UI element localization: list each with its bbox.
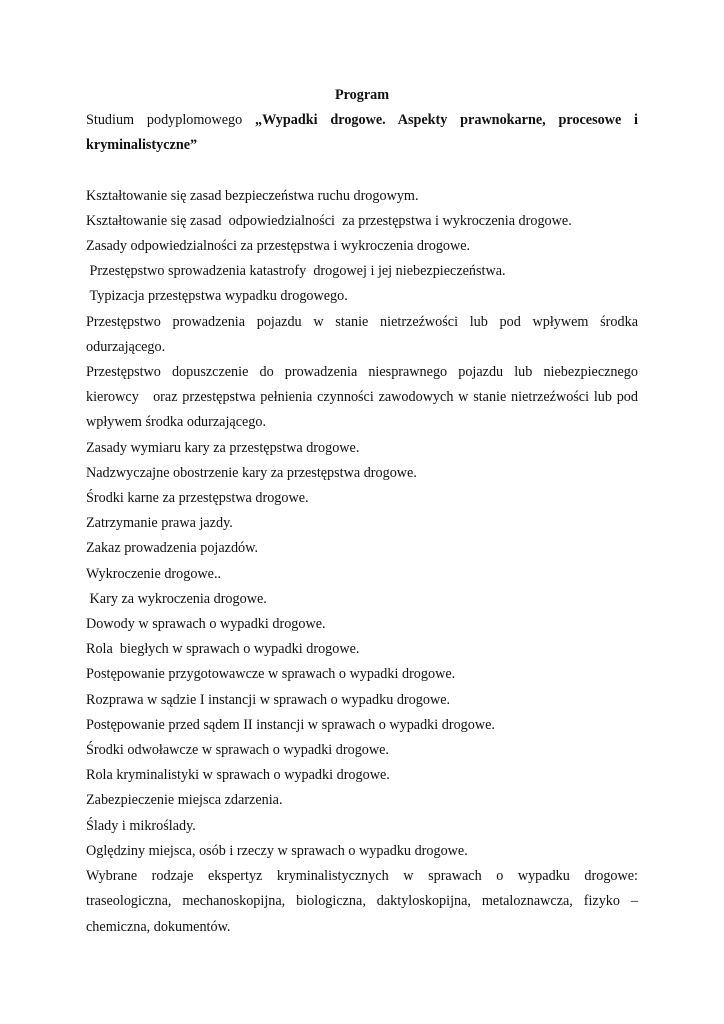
topic-item: Dowody w sprawach o wypadki drogowe.: [86, 616, 326, 633]
topic-item: Środki odwoławcze w sprawach o wypadki drogowe.: [86, 742, 389, 759]
topic-item: Nadzwyczajne obostrzenie kary za przestępstwa drogowe.: [86, 464, 417, 481]
topic-item: Przestępstwo prowadzenia pojazdu w stanie nietrzeźwości lub pod wpływem środka odurzającego.: [86, 313, 642, 355]
subtitle-course-name: „Wypadki drogowe. Aspekty prawnokarne, procesowe i kryminalistyczne”: [86, 112, 638, 154]
topic-item: Postępowanie przygotowawcze w sprawach o wypadki drogowe.: [86, 666, 456, 683]
topic-item: Oględziny miejsca, osób i rzeczy w sprawach o wypadku drogowe.: [86, 842, 468, 859]
topic-item: Rozprawa w sądzie I instancji w sprawach o wypadku drogowe.: [86, 691, 451, 708]
topic-item: Wybrane rodzaje ekspertyz kryminalistycznych w sprawach o wypadku drogowe: traseologiczna, mechanoskopijna, biologiczna, daktyloskopijna, metaloznawcza, fizyko – chemiczna, dokumentów.: [86, 868, 642, 935]
document-subtitle: [86, 108, 638, 158]
topic-item: Postępowanie przed sądem II instancji w sprawach o wypadki drogowe.: [86, 716, 495, 733]
topic-item: Przestępstwo sprowadzenia katastrofy drogowej i jej niebezpieczeństwa.: [86, 263, 506, 280]
topic-item: Zatrzymanie prawa jazdy.: [86, 515, 233, 532]
topic-item: Przestępstwo dopuszczenie do prowadzenia niesprawnego pojazdu lub niebezpiecznego kierowcy oraz przestępstwa pełnienia czynności zawodowych w stanie nietrzeźwości lub pod wpływem środka odurzającego.: [86, 364, 642, 431]
topic-item: Ślady i mikroślady.: [86, 817, 196, 834]
topic-item: Zakaz prowadzenia pojazdów.: [86, 540, 259, 557]
topic-item: Zabezpieczenie miejsca zdarzenia.: [86, 792, 283, 809]
subtitle-prefix: Studium podyplomowego: [86, 112, 256, 129]
section-spacer: [86, 159, 638, 184]
topic-item: Zasady odpowiedzialności za przestępstwa i wykroczenia drogowe.: [86, 238, 471, 255]
topic-item: Wykroczenie drogowe..: [86, 565, 222, 582]
topic-item: Typizacja przestępstwa wypadku drogowego.: [86, 288, 348, 305]
topic-list: [86, 184, 642, 940]
topic-item: Rola kryminalistyki w sprawach o wypadki drogowe.: [86, 767, 390, 784]
topic-item: Kształtowanie się zasad odpowiedzialności za przestępstwa i wykroczenia drogowe.: [86, 212, 572, 229]
document-page: [86, 83, 642, 940]
topic-item: Kary za wykroczenia drogowe.: [86, 590, 267, 607]
document-title: Program: [334, 87, 390, 103]
topic-item: Rola biegłych w sprawach o wypadki drogowe.: [86, 641, 360, 658]
topic-item: Zasady wymiaru kary za przestępstwa drogowe.: [86, 439, 360, 456]
topic-item: Środki karne za przestępstwa drogowe.: [86, 490, 309, 507]
topic-item: Kształtowanie się zasad bezpieczeństwa ruchu drogowym.: [86, 187, 419, 204]
